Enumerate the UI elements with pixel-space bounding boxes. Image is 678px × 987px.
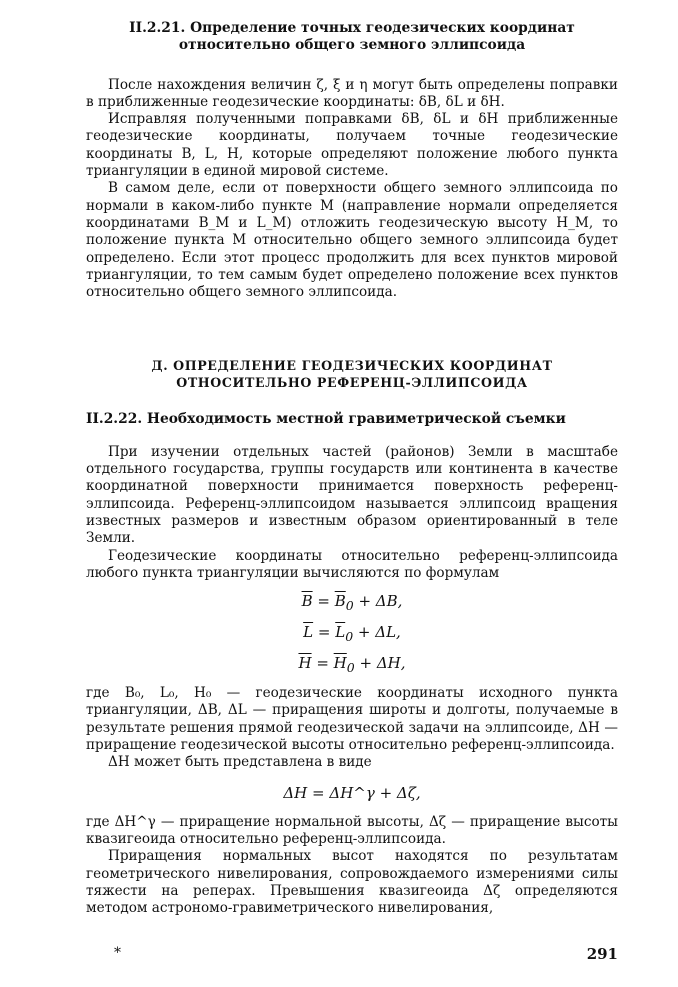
page-footer bbox=[86, 945, 618, 969]
section-21-title-line1: II.2.21. Определение точных геодезических координат bbox=[129, 20, 575, 36]
section-22-paragraph-4: ΔH может быть представлена в виде bbox=[108, 754, 372, 771]
section-22-title: II.2.22. Необходимость местной гравиметрической съемки bbox=[86, 411, 566, 428]
section-22-paragraph-3: где B₀, L₀, H₀ — геодезические координаты исходного пункта триангуляции, ΔB, ΔL — приращения широты и долготы, получаемые в результате решения прямой геодезической задачи на эллипсоиде, ΔH — приращение геодезической высоты относительно референц-эллипсоида. bbox=[86, 685, 618, 754]
section-d-title-line2: ОТНОСИТЕЛЬНО РЕФЕРЕНЦ-ЭЛЛИПСОИДА bbox=[176, 375, 528, 391]
footer-star: * bbox=[114, 945, 121, 961]
section-d-title-line1: Д. ОПРЕДЕЛЕНИЕ ГЕОДЕЗИЧЕСКИХ КООРДИНАТ bbox=[151, 358, 553, 374]
formula-l: $\overline{L} = \overline{L}_0 + \Delta L$, bbox=[303, 623, 401, 645]
page-number: 291 bbox=[586, 945, 618, 963]
section-21-title-line2: относительно общего земного эллипсоида bbox=[178, 37, 526, 54]
section-22-paragraph-5: где ΔH^γ — приращение нормальной высоты, Δζ — приращение высоты квазигеоида относительно референц-эллипсоида. bbox=[86, 813, 618, 847]
formula-h: $\overline{H} = \overline{H}_0 + \Delta H$, bbox=[298, 654, 406, 676]
section-21-paragraph-1: После нахождения величин ζ, ξ и η могут быть определены поправки в приближенные геодезические координаты: δB, δL и δH. bbox=[86, 76, 618, 110]
formula-delta-h: ΔH = ΔH^γ + Δζ, bbox=[283, 783, 421, 802]
section-21-paragraph-2: Исправляя полученными поправками δB, δL и δH приближенные геодезические координаты, получаем точные геодезические координаты B, L, H, которые определяют положение любого пункта триангуляции в единой мировой системе. bbox=[86, 111, 618, 180]
page-content bbox=[86, 20, 618, 917]
formula-delta-h-block bbox=[86, 780, 618, 806]
section-22-paragraph-1: При изучении отдельных частей (районов) Земли в масштабе отдельного государства, группы государств или континента в качестве координатной поверхности принимается поверхность референц-эллипсоида. Референц-эллипсоидом называется эллипсоид вращения известных размеров и известным образом ориентированный в теле Земли. bbox=[86, 443, 618, 547]
section-22-paragraph-2: Геодезические координаты относительно референц-эллипсоида любого пункта триангуляции вычисляются по формулам bbox=[86, 547, 618, 581]
section-22-paragraph-6: Приращения нормальных высот находятся по результатам геометрического нивелирования, сопровождаемого измерениями силы тяжести на реперах. Превышения квазигеоида Δζ определяются методом астрономо-гравиметрического нивелирования, bbox=[86, 848, 618, 917]
section-21-paragraph-3: В самом деле, если от поверхности общего земного эллипсоида по нормали в каком-либо пункте M (направление нормали определяется координатами B_M и L_M) отложить геодезическую высоту H_M, то положение пункта M относительно общего земного эллипсоида будет определено. Если этот процесс продолжить для всех пунктов мировой триангуляции, то тем самым будет определено положение всех пунктов относительно общего земного эллипсоида. bbox=[86, 180, 618, 301]
formula-group bbox=[86, 588, 618, 681]
formula-b: $\overline{B} = \overline{B}_0 + \Delta B$, bbox=[301, 592, 403, 614]
